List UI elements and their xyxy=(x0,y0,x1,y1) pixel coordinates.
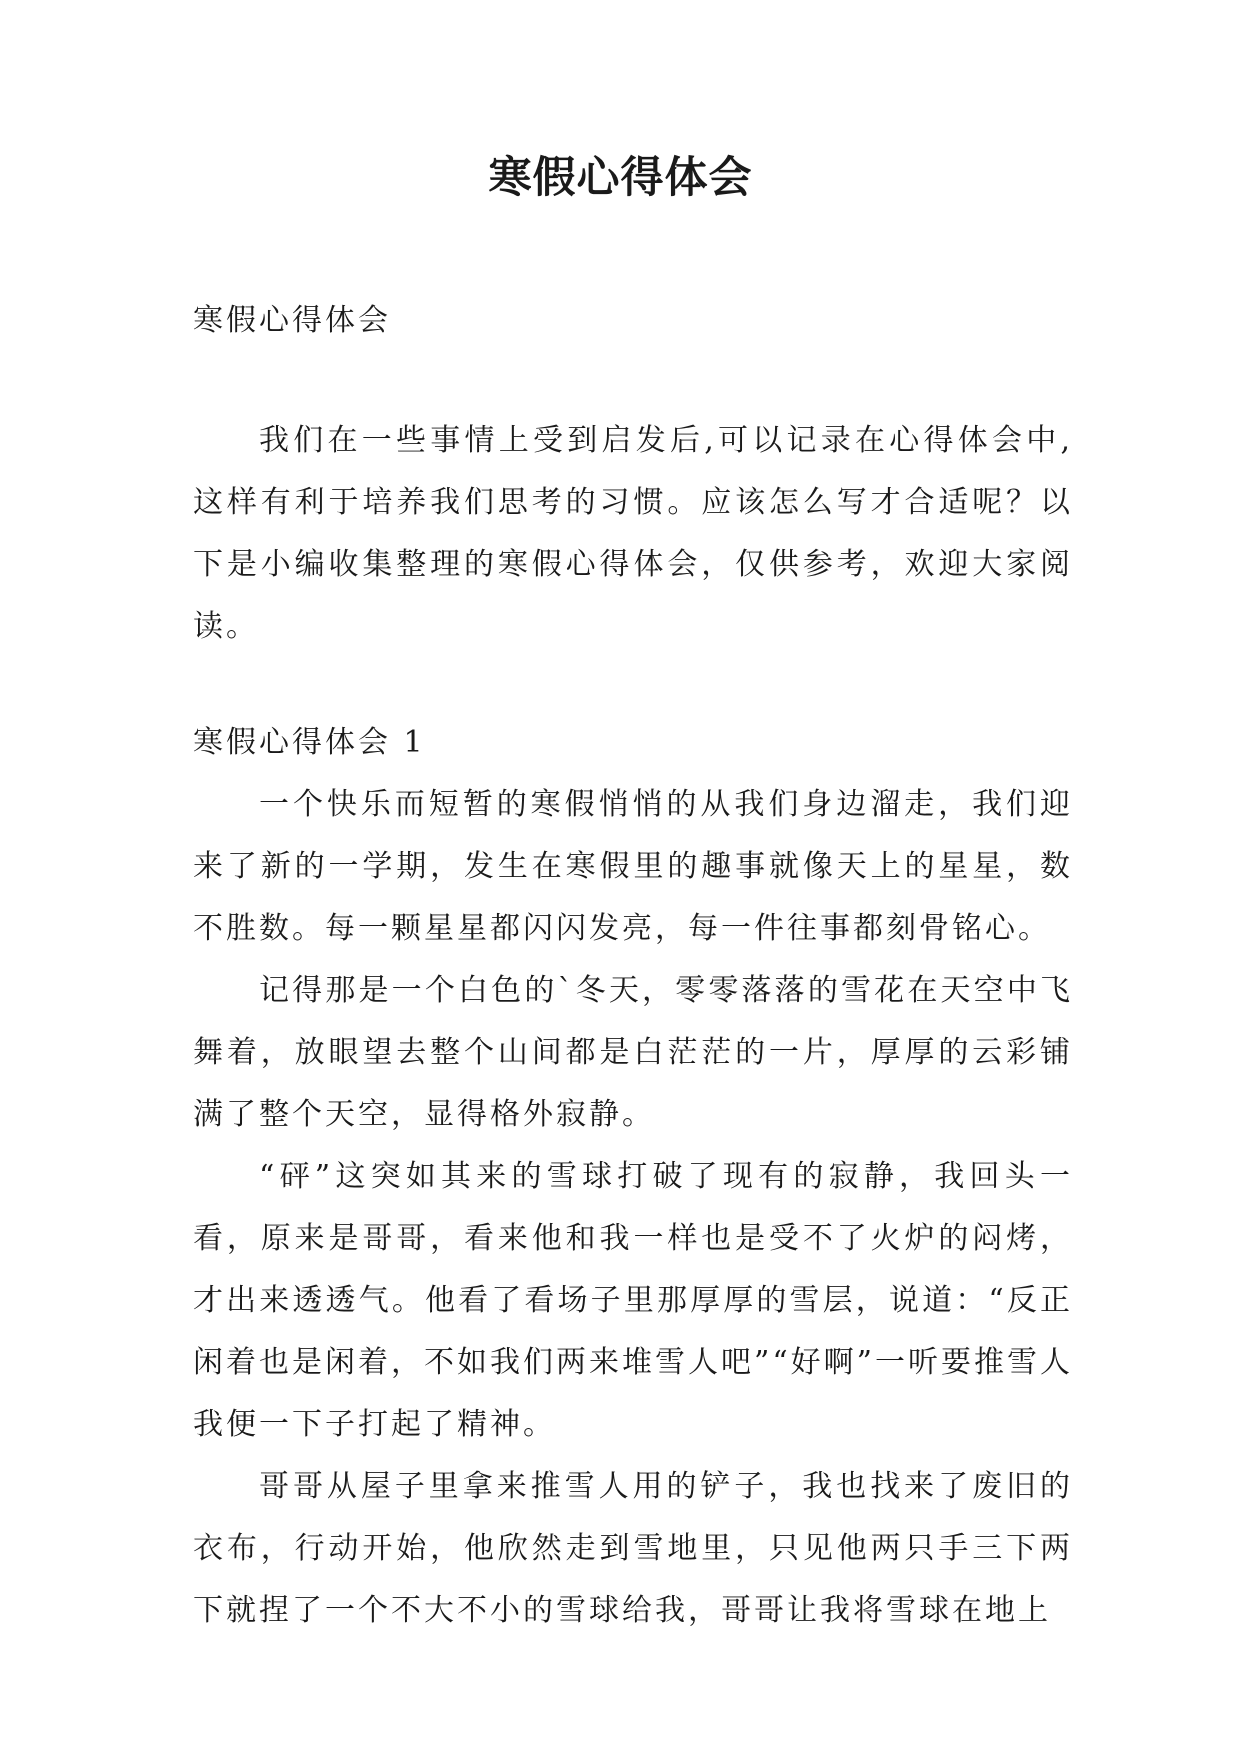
document-title: 寒假心得体会 xyxy=(488,153,753,203)
document-body xyxy=(193,290,1073,1642)
intro-paragraph: 我们在一些事情上受到启发后,可以记录在心得体会中,这样有利于培养我们思考的习惯。应该怎么写才合适呢？以下是小编收集整理的寒假心得体会，仅供参考，欢迎大家阅读。 xyxy=(193,423,1073,644)
section-heading: 寒假心得体会 1 xyxy=(193,725,426,760)
spacer xyxy=(193,352,1073,410)
body-paragraph: “砰”这突如其来的雪球打破了现有的寂静，我回头一看，原来是哥哥，看来他和我一样也是受不了火炉的闷烤，才出来透透气。他看了看场子里那厚厚的雪层，说道：“反正闲着也是闲着，不如我们两来堆雪人吧”“好啊”一听要推雪人我便一下子打起了精神。 xyxy=(193,1159,1074,1442)
document-subtitle: 寒假心得体会 xyxy=(193,303,391,338)
body-paragraph: 一个快乐而短暂的寒假悄悄的从我们身边溜走，我们迎来了新的一学期，发生在寒假里的趣事就像天上的星星，数不胜数。每一颗星星都闪闪发亮，每一件往事都刻骨铭心。 xyxy=(193,787,1073,946)
body-paragraph: 哥哥从屋子里拿来推雪人用的铲子，我也找来了废旧的衣布，行动开始，他欣然走到雪地里，只见他两只手三下两下就捏了一个不大不小的雪球给我，哥哥让我将雪球在地上 xyxy=(193,1469,1073,1628)
body-paragraph: 记得那是一个白色的`冬天，零零落落的雪花在天空中飞舞着，放眼望去整个山间都是白茫茫的一片，厚厚的云彩铺满了整个天空，显得格外寂静。 xyxy=(193,973,1073,1132)
spacer xyxy=(193,658,1073,712)
